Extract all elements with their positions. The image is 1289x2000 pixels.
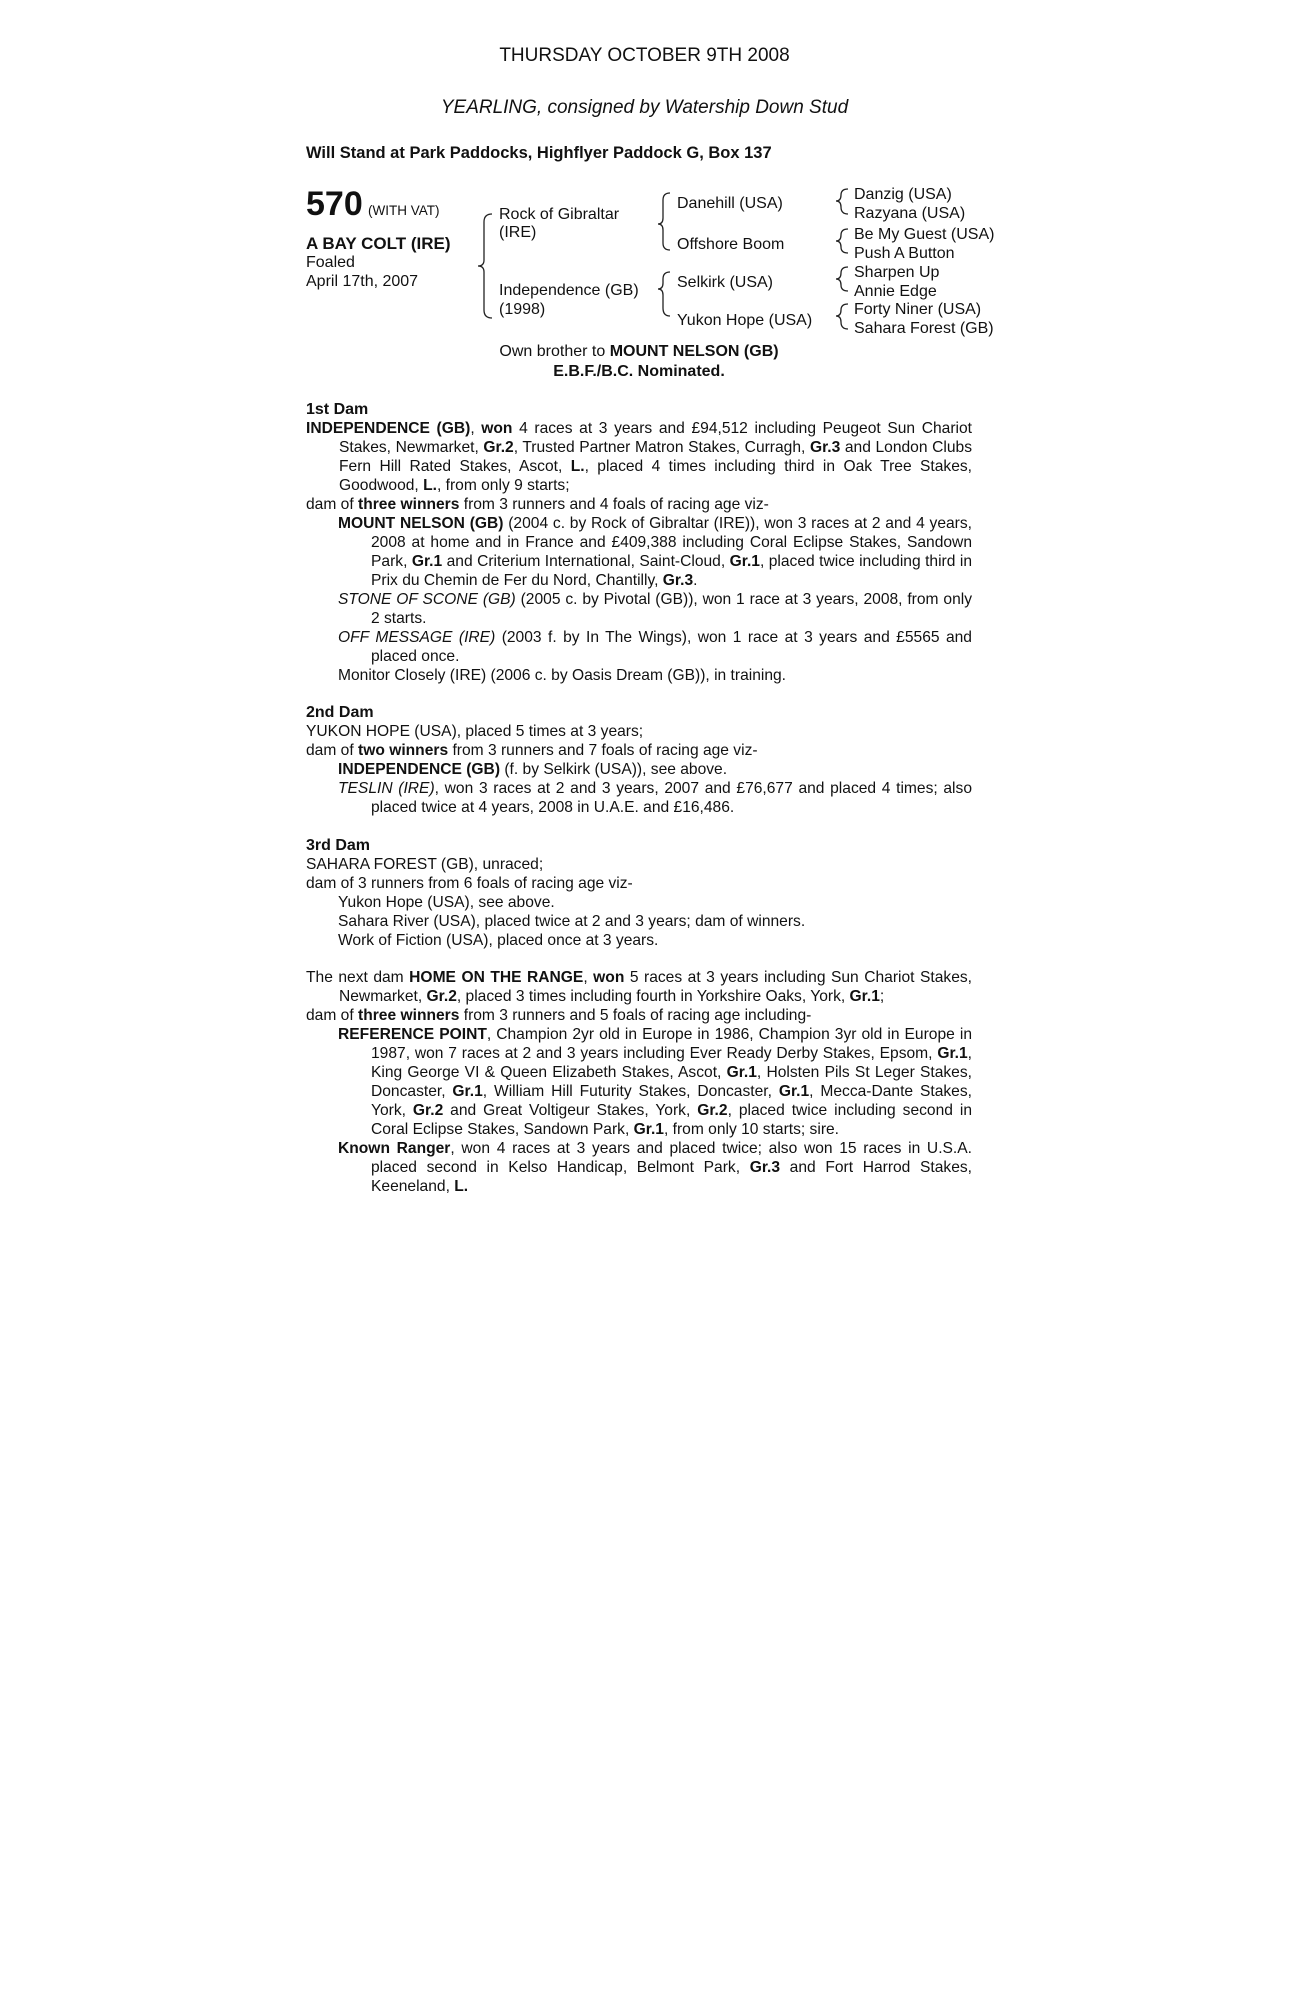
grandsire-3: Be My Guest (USA) [854,226,995,243]
produce-mount-nelson: MOUNT NELSON (GB) (2004 c. by Rock of Gibraltar (IRE)), won 3 races at 2 and 4 years, 2008 at home and in France and £409,388 including Coral Eclipse Stakes, Sandown Park, Gr.1 and Criterium International, Saint-Cloud, Gr.1, placed twice including third in Prix du Chemin de Fer du Nord, Chantilly, Gr.3. [338,515,972,589]
vat-note: (WITH VAT) [368,203,440,218]
produce-teslin: TESLIN (IRE), won 3 races at 2 and 3 years, 2007 and £76,677 and placed 4 times; also placed twice at 4 years, 2008 in U.A.E. and £16,486. [338,780,972,816]
sale-date: THURSDAY OCTOBER 9TH 2008 [499,45,790,66]
produce-off-message: OFF MESSAGE (IRE) (2003 f. by In The Wings), won 1 race at 3 years and £5565 and placed once. [338,629,972,665]
dam-year: (1998) [499,301,546,318]
third-dam-heading: 3rd Dam [306,837,371,854]
third-dam-record: SAHARA FOREST (GB), unraced; [306,856,544,873]
lot-name: A BAY COLT (IRE) [306,234,451,253]
sire: Rock of Gibraltar [499,206,620,223]
next-dam-section [306,968,972,1196]
second-dam-record: YUKON HOPE (USA), placed 5 times at 3 years; [306,723,644,740]
foaled-label: Foaled [306,254,355,271]
granddam-2: Razyana (USA) [854,205,966,222]
foaled-date: April 17th, 2007 [306,273,419,290]
first-dam-section [306,400,972,685]
produce-reference-point: REFERENCE POINT, Champion 2yr old in Europe in 1986, Champion 3yr old in Europe in 1987, won 7 races at 2 and 3 years including Ever Ready Derby Stakes, Epsom, Gr.1, King George VI & Queen Elizabeth Stakes, Ascot, Gr.1, Holsten Pils St Leger Stakes, Doncaster, Gr.1, William Hill Futurity Stakes, Doncaster, Gr.1, Mecca-Dante Stakes, York, Gr.2 and Great Voltigeur Stakes, York, Gr.2, placed twice including second in Coral Eclipse Stakes, Sandown Park, Gr.1, from only 10 starts; sire. [338,1026,972,1138]
nomination-note: E.B.F./B.C. Nominated. [553,363,725,380]
dam-dam: Yukon Hope (USA) [677,312,813,329]
produce-sahara-river: Sahara River (USA), placed twice at 2 and 3 years; dam of winners. [338,913,806,930]
grandsire-5: Sharpen Up [854,264,940,281]
produce-known-ranger: Known Ranger, won 4 races at 3 years and placed twice; also won 15 races in U.S.A. placed second in Kelso Handicap, Belmont Park, Gr.3 and Fort Harrod Stakes, Keeneland, L. [338,1140,972,1195]
produce-yukon-hope: Yukon Hope (USA), see above. [338,894,555,911]
produce-stone-of-scone: STONE OF SCONE (GB) (2005 c. by Pivotal (GB)), won 1 race at 3 years, 2008, from only 2 starts. [338,591,972,627]
produce-monitor-closely: Monitor Closely (IRE) (2006 c. by Oasis Dream (GB)), in training. [338,667,787,684]
lot-number: 570 [306,185,363,223]
granddam-6: Annie Edge [854,283,937,300]
produce-work-of-fiction: Work of Fiction (USA), placed once at 3 years. [338,932,659,949]
stand-location: Will Stand at Park Paddocks, Highflyer Paddock G, Box 137 [306,144,772,162]
produce-independence: INDEPENDENCE (GB) (f. by Selkirk (USA)), see above. [338,761,728,778]
sire-origin: (IRE) [499,224,537,241]
granddam-4: Push A Button [854,245,955,262]
next-dam-produce: dam of three winners from 3 runners and 5 foals of racing age including- [306,1007,812,1024]
sire-dam: Offshore Boom [677,236,785,253]
next-dam-record: The next dam HOME ON THE RANGE, won 5 races at 3 years including Sun Chariot Stakes, Newmarket, Gr.2, placed 3 times including fourth in Yorkshire Oaks, York, Gr.1; [306,969,972,1005]
third-dam-produce: dam of 3 runners from 6 foals of racing age viz- [306,875,633,892]
pedigree-brackets [0,0,1289,340]
granddam-8: Sahara Forest (GB) [854,320,994,337]
own-brother-note: Own brother to MOUNT NELSON (GB) [499,343,779,360]
grandsire-7: Forty Niner (USA) [854,301,982,318]
third-dam-section [306,836,972,950]
consignor-line: YEARLING, consigned by Watership Down Stud [440,97,849,118]
dam-sire: Selkirk (USA) [677,274,774,291]
second-dam-section [306,703,972,817]
second-dam-heading: 2nd Dam [306,704,374,721]
second-dam-produce: dam of two winners from 3 runners and 7 foals of racing age viz- [306,742,758,759]
own-brother-name: MOUNT NELSON (GB) [609,343,779,360]
grandsire-1: Danzig (USA) [854,186,952,203]
first-dam-record: INDEPENDENCE (GB), won 4 races at 3 years and £94,512 including Peugeot Sun Chariot Stakes, Newmarket, Gr.2, Trusted Partner Matron Stakes, Curragh, Gr.3 and London Clubs Fern Hill Rated Stakes, Ascot, L., placed 4 times including third in Oak Tree Stakes, Goodwood, L., from only 9 starts; [306,420,972,494]
first-dam-produce: dam of three winners from 3 runners and 4 foals of racing age viz- [306,496,769,513]
dam: Independence (GB) [499,282,639,299]
first-dam-heading: 1st Dam [306,401,369,418]
sire-sire: Danehill (USA) [677,195,783,212]
